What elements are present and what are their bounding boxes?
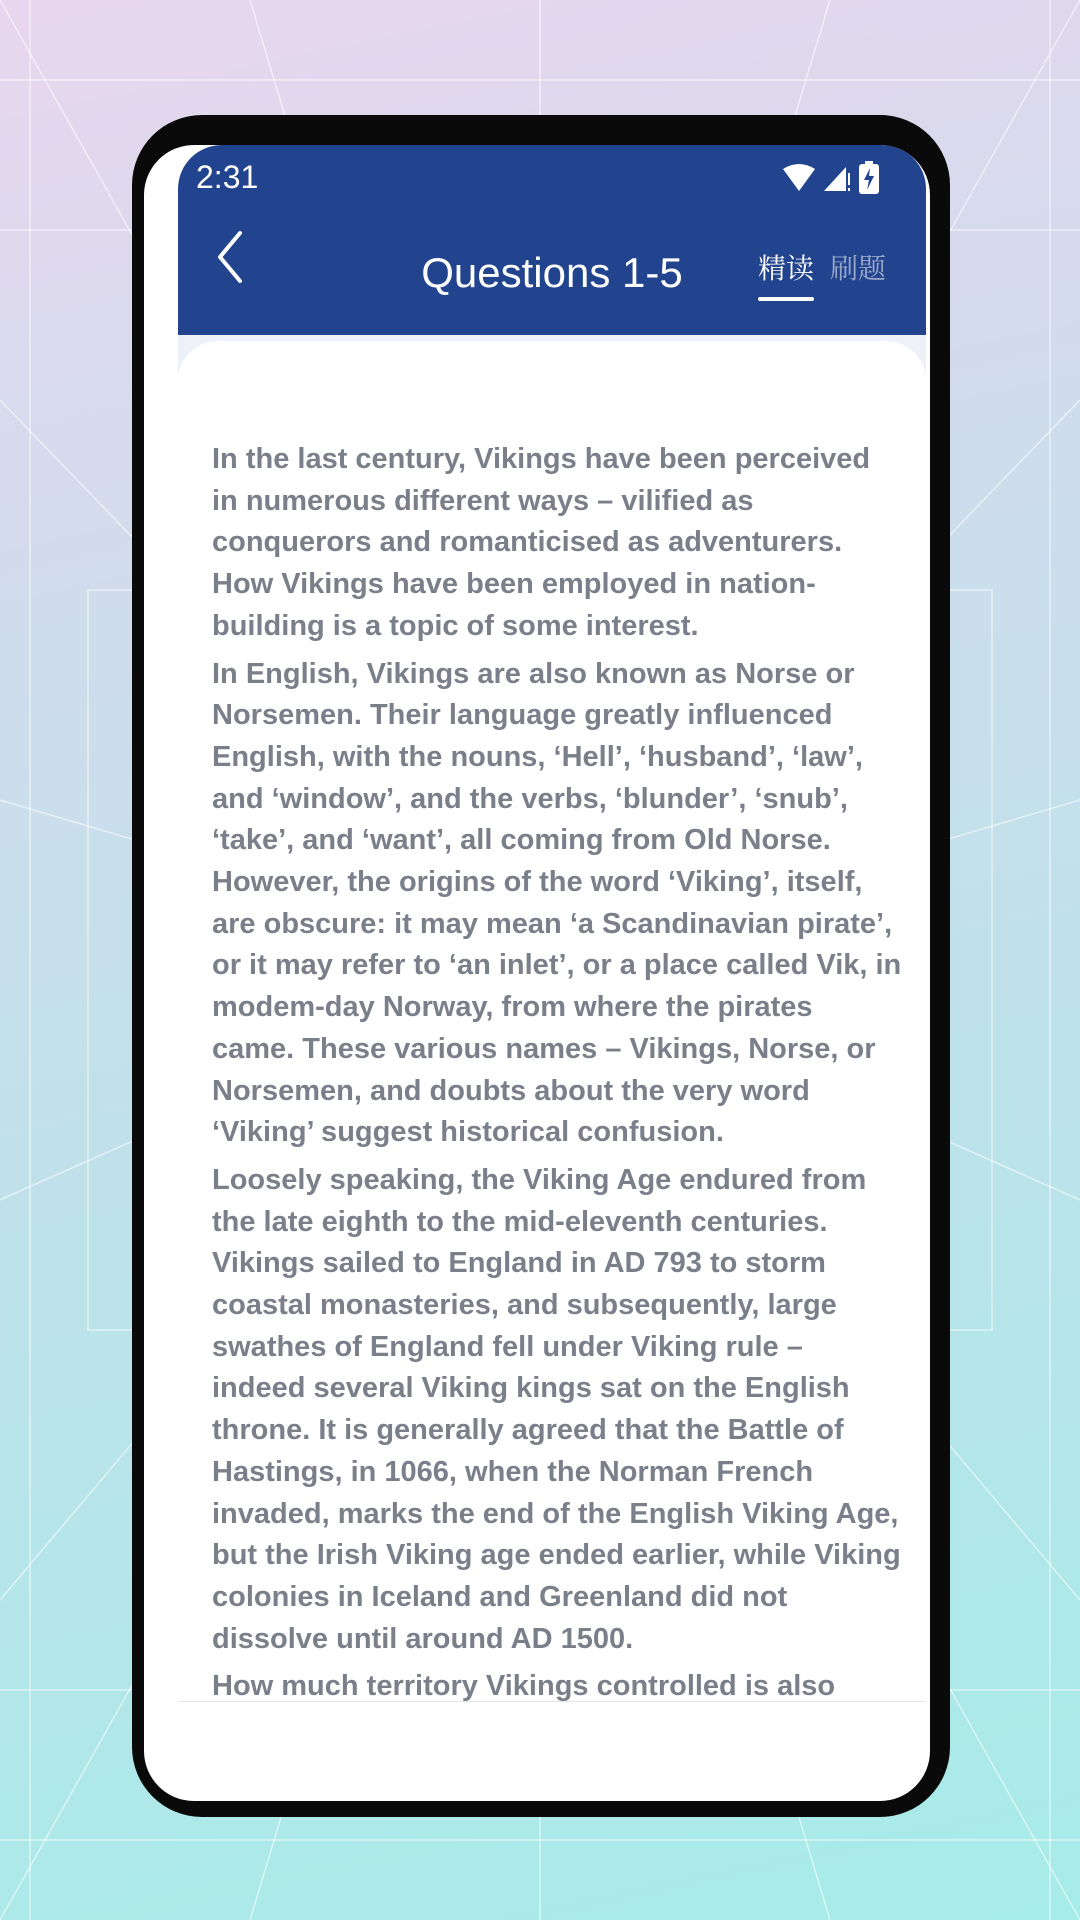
- status-icons: [782, 161, 880, 195]
- battery-charging-icon: [858, 161, 880, 195]
- status-time: 2:31: [196, 159, 259, 195]
- tab-practice-questions[interactable]: 刷题: [830, 253, 887, 284]
- passage-paragraph-4: How much territory Vikings controlled is also: [212, 1670, 836, 1701]
- phone-screen: [144, 145, 930, 1801]
- passage-paragraph-2: In English, Vikings are also known as Norse or Norsemen. Their language greatly influenced English, with the nouns, ‘Hell’, ‘husband’, ‘law’, and ‘window’, and the verbs, ‘blunder’, ‘snub’, ‘take’, and ‘want’, all coming from Old Norse. However, the origins of the word ‘Viking’, itself, are obscure: it may mean ‘a Scandinavian pirate’, or it may refer to ‘an inlet’, or a place called Vik, in modem-day Norway, from where the pirates came. These various names – Vikings, Norse, or Norsemen, and doubts about the very word ‘Viking’ suggest historical confusion.: [212, 657, 902, 1149]
- passage-card[interactable]: [178, 341, 926, 1701]
- app-header: [178, 145, 926, 335]
- wifi-icon: [782, 164, 816, 192]
- content-area: [178, 335, 926, 1701]
- cell-signal-icon: [822, 163, 852, 193]
- phone-frame: [132, 115, 950, 1817]
- passage-paragraph-1: In the last century, Vikings have been perceived in numerous different ways – vilified as conquerors and romanticised as adventurers. How Vikings have been employed in nation-building is a topic of some interest.: [212, 443, 871, 642]
- page-title: Questions 1-5: [421, 249, 683, 296]
- passage-paragraph-3: Loosely speaking, the Viking Age endured from the late eighth to the mid-eleventh centuries. Vikings sailed to England in AD 793 to storm coastal monasteries, and subsequently, large swathes of England fell under Viking rule – indeed several Viking kings sat on the English throne. It is generally agreed that the Battle of Hastings, in 1066, when the Norman French invaded, marks the end of the English Viking Age, but the Irish Viking age ended earlier, while Viking colonies in Iceland and Greenland did not dissolve until around AD 1500.: [212, 1163, 901, 1655]
- tab-intensive-reading[interactable]: 精读: [758, 247, 814, 287]
- bottom-divider: [178, 1701, 926, 1702]
- reading-passage: [212, 439, 902, 1701]
